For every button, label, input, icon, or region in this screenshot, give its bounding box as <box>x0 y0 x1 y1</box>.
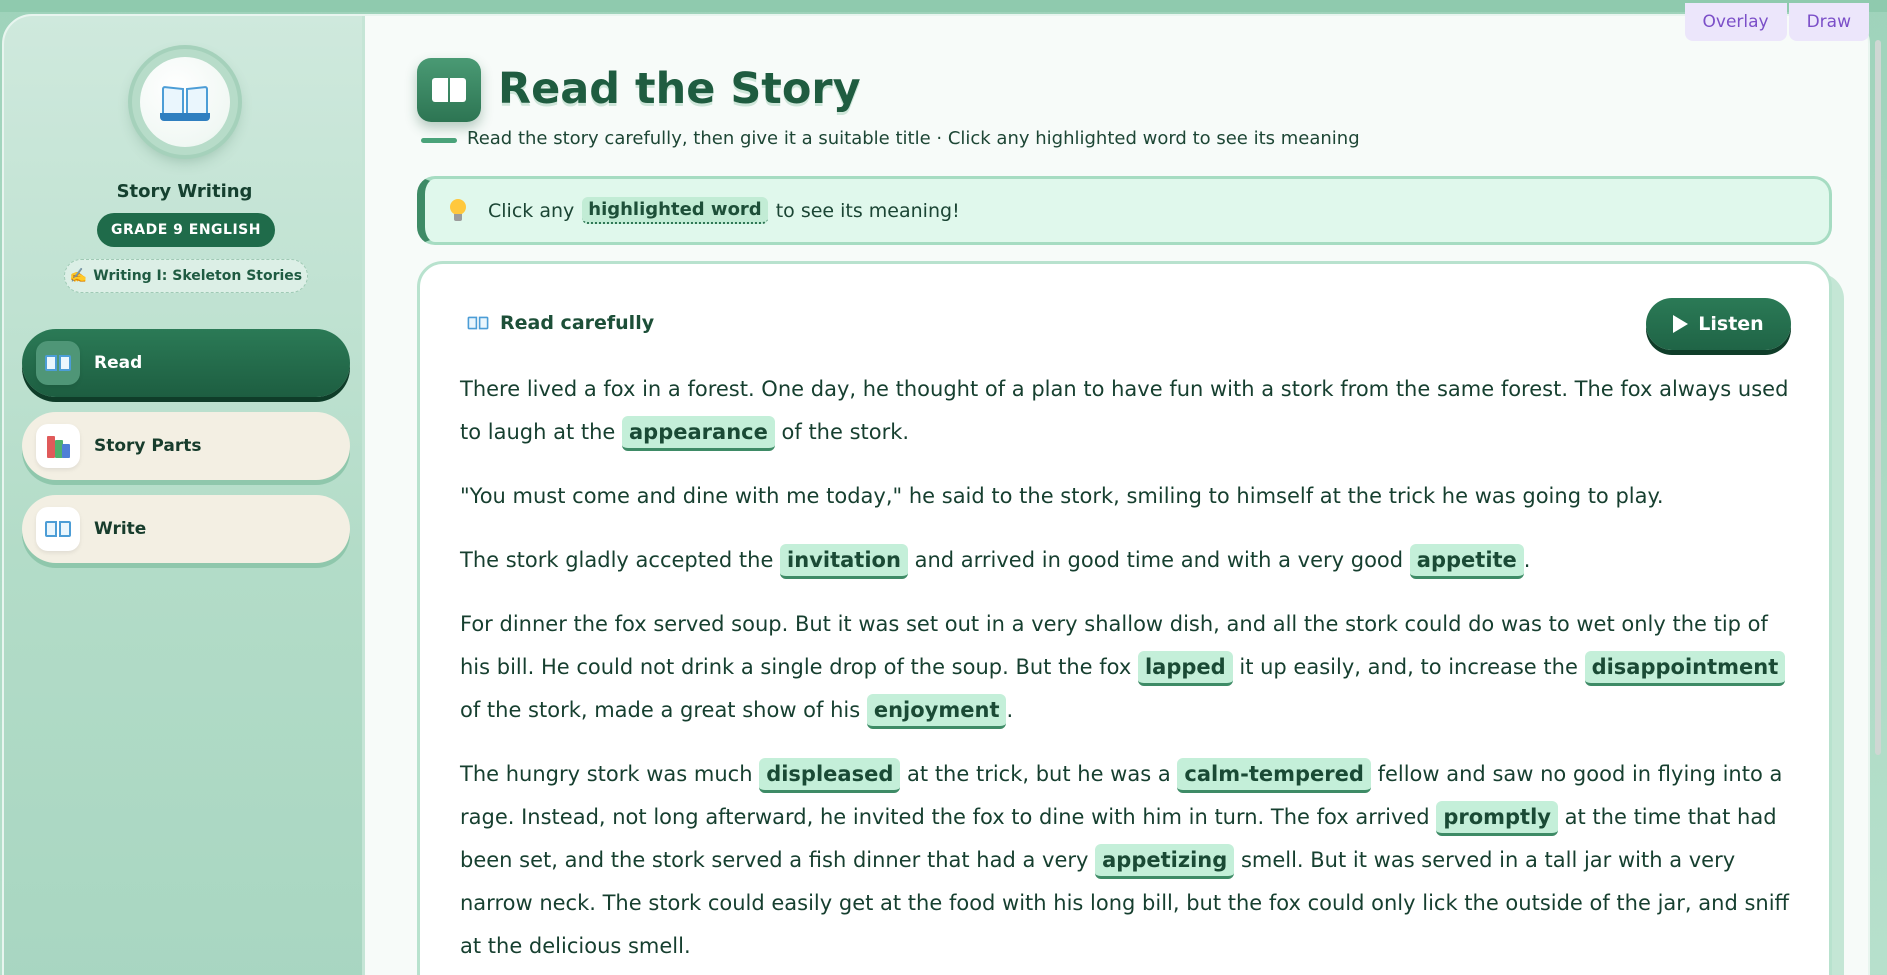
page-subtitle: Read the story carefully, then give it a suitable title · Click any highlighted word to see its meaning <box>467 128 1360 149</box>
story-text-run: . <box>1523 548 1531 572</box>
unit-label: Writing I: Skeleton Stories <box>93 268 303 284</box>
logo-badge <box>132 49 238 155</box>
vocab-word-invitation[interactable]: invitation <box>780 544 908 579</box>
story-text-run: it up easily, and, to increase the <box>1239 655 1578 679</box>
story-text-run: For dinner the fox served soup. But it was set out in a very shallow dish, and all the stork could do was to wet only the tip of his bill. He could not drink a single drop of the soup. But the fox <box>460 612 1768 679</box>
story-paragraph <box>460 753 1800 968</box>
story-text-run: at the time that had been set, and the stork served a fish dinner that had a very <box>460 805 1777 872</box>
app-window <box>2 14 1870 975</box>
card-heading <box>464 312 654 334</box>
vocab-word-promptly[interactable]: promptly <box>1436 801 1558 836</box>
books-icon <box>36 424 80 468</box>
main-content <box>367 16 1868 975</box>
lightbulb-icon <box>450 199 466 223</box>
vocab-word-appetite[interactable]: appetite <box>1410 544 1524 579</box>
open-book-icon <box>36 341 80 385</box>
story-text-run: fellow and saw no good in flying into a rage. Instead, not long afterward, he invited the fox to dine with him in turn. The fox arrived <box>460 762 1783 829</box>
unit-chip <box>64 259 308 293</box>
tip-highlight-chip: highlighted word <box>582 197 767 224</box>
tip-text-after: to see its meaning! <box>775 199 960 222</box>
listen-button[interactable] <box>1646 298 1791 350</box>
nav-item-label: Story Parts <box>94 436 202 456</box>
story-text-run: of the stork. <box>781 420 910 444</box>
nav-item-label: Read <box>94 353 143 373</box>
brand-title: Story Writing <box>116 181 253 202</box>
story-text-run: There lived a fox in a forest. One day, he thought of a plan to have fun with a stork from the same forest. The fox always used to laugh at the <box>460 377 1789 444</box>
grade-badge: GRADE 9 ENGLISH <box>97 213 275 247</box>
nav-item-story-parts[interactable] <box>22 412 350 480</box>
card-heading-label: Read carefully <box>500 312 655 334</box>
subtitle-accent-line <box>421 138 457 143</box>
top-strip <box>0 0 1887 12</box>
nav-item-label: Write <box>94 519 147 539</box>
page-title: Read the Story <box>498 64 861 114</box>
tip-text-before: Click any <box>488 199 575 222</box>
corner-toolbar <box>1685 3 1870 41</box>
open-book-icon <box>140 57 230 147</box>
story-text-run: of the stork, made a great show of his <box>460 698 861 722</box>
story-text-run: "You must come and dine with me today," he said to the stork, smiling to himself at the trick he was going to play. <box>460 484 1664 508</box>
vocab-word-appetizing[interactable]: appetizing <box>1095 844 1234 879</box>
story-text-run: The stork gladly accepted the <box>460 548 774 572</box>
story-text-run: . <box>1006 698 1014 722</box>
play-icon <box>1673 315 1688 333</box>
vocab-word-enjoyment[interactable]: enjoyment <box>867 694 1007 729</box>
story-text-run: and arrived in good time and with a very good <box>914 548 1404 572</box>
story-paragraph <box>460 539 1800 582</box>
story-text-run: at the trick, but he was a <box>907 762 1171 786</box>
story-card <box>417 261 1832 975</box>
vocab-word-lapped[interactable]: lapped <box>1138 651 1233 686</box>
nav-item-write[interactable] <box>22 495 350 563</box>
writing-hand-icon: ✍️ <box>69 268 88 284</box>
draw-button[interactable]: Draw <box>1789 3 1869 41</box>
story-text-run: The hungry stork was much <box>460 762 753 786</box>
sidebar <box>4 16 365 975</box>
vocab-word-calm-tempered[interactable]: calm-tempered <box>1177 758 1370 793</box>
sidebar-nav <box>22 329 350 578</box>
open-book-icon <box>417 58 481 122</box>
vocab-word-displeased[interactable]: displeased <box>759 758 900 793</box>
story-text-run: smell. But it was served in a tall jar with a very narrow neck. The stork could easily get at the food with his long bill, but the fox could only lick the outside of the jar, and sniff at the delicious smell. <box>460 848 1789 958</box>
open-book-icon <box>467 315 489 331</box>
listen-label: Listen <box>1698 313 1764 335</box>
open-book-icon <box>36 507 80 551</box>
vocab-word-disappointment[interactable]: disappointment <box>1585 651 1786 686</box>
page-scrollbar[interactable] <box>1875 40 1881 755</box>
overlay-button[interactable]: Overlay <box>1685 3 1787 41</box>
story-paragraph <box>460 475 1800 518</box>
story-paragraph <box>460 603 1800 732</box>
story-paragraph <box>460 368 1800 454</box>
vocab-word-appearance[interactable]: appearance <box>622 416 775 451</box>
nav-item-read[interactable] <box>22 329 350 397</box>
story-text <box>460 368 1800 975</box>
tip-banner <box>417 176 1832 245</box>
